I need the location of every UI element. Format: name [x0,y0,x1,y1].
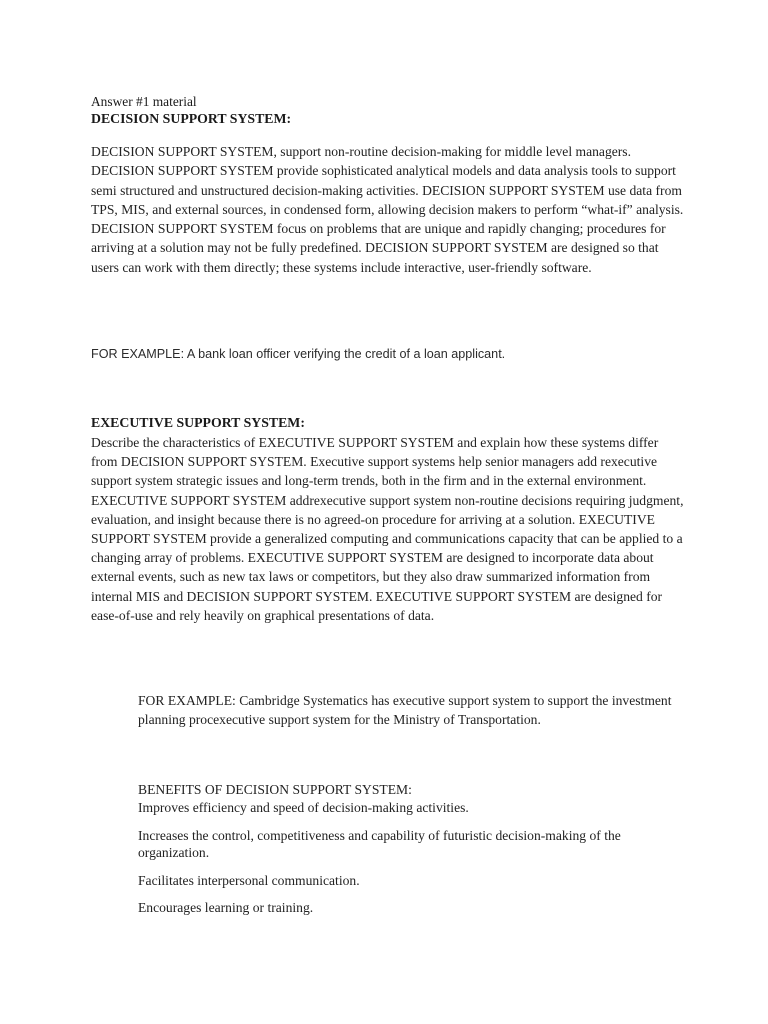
dss-example-text: : A bank loan officer verifying the credit of a loan applicant. [180,347,506,361]
benefit-item: Facilitates interpersonal communication. [138,872,360,888]
dss-paragraph: DECISION SUPPORT SYSTEM, support non-routine decision-making for middle level managers. DECISION SUPPORT SYSTEM provide sophisticated analytical models and data analysis tools to support semi structured and unstructured decision-making activities. DECISION SUPPORT SYSTEM use data from TPS, MIS, and external sources, in condensed form, allowing decision makers to perform “what-if” analysis. DECISION SUPPORT SYSTEM focus on problems that are unique and rapidly changing; procedures for arriving at a solution may not be fully predefined. DECISION SUPPORT SYSTEM are designed so that users can work with them directly; these systems include interactive, user-friendly software. [91,144,684,275]
answer-label: Answer #1 material [91,94,197,109]
benefits-section [138,781,698,917]
benefit-item: Increases the control, competitiveness and capability of futuristic decision-making of the organization. [138,827,621,860]
ess-example-block [138,691,688,730]
ess-section [91,433,687,625]
benefits-heading: BENEFITS OF DECISION SUPPORT SYSTEM: [138,782,412,797]
dss-example-label: FOR EXAMPLE [91,347,181,361]
dss-example [91,346,691,362]
dss-heading: DECISION SUPPORT SYSTEM: [91,111,292,126]
ess-heading-block [91,414,691,432]
benefit-item: Improves efficiency and speed of decision-making activities. [138,800,469,815]
ess-example: FOR EXAMPLE: Cambridge Systematics has executive support system to support the investment planning procexecutive support system for the Ministry of Transportation. [138,693,672,728]
ess-heading: EXECUTIVE SUPPORT SYSTEM: [91,415,305,430]
answer-header [91,94,691,128]
benefit-item: Encourages learning or training. [138,900,314,915]
dss-section [91,142,687,277]
ess-paragraph: Describe the characteristics of EXECUTIVE SUPPORT SYSTEM and explain how these systems differ from DECISION SUPPORT SYSTEM. Executive support systems help senior managers add rexecutive support system strategic issues and long-term trends, both in the firm and in the external environment. EXECUTIVE SUPPORT SYSTEM addrexecutive support system non-routine decisions requiring judgment, evaluation, and insight because there is no agreed-on procedure for arriving at a solution. EXECUTIVE SUPPORT SYSTEM provide a generalized computing and communications capacity that can be applied to a changing array of problems. EXECUTIVE SUPPORT SYSTEM are designed to incorporate data about external events, such as new tax laws or competitors, but they also draw summarized information from internal MIS and DECISION SUPPORT SYSTEM. EXECUTIVE SUPPORT SYSTEM are designed for ease-of-use and rely heavily on graphical presentations of data. [91,435,684,623]
